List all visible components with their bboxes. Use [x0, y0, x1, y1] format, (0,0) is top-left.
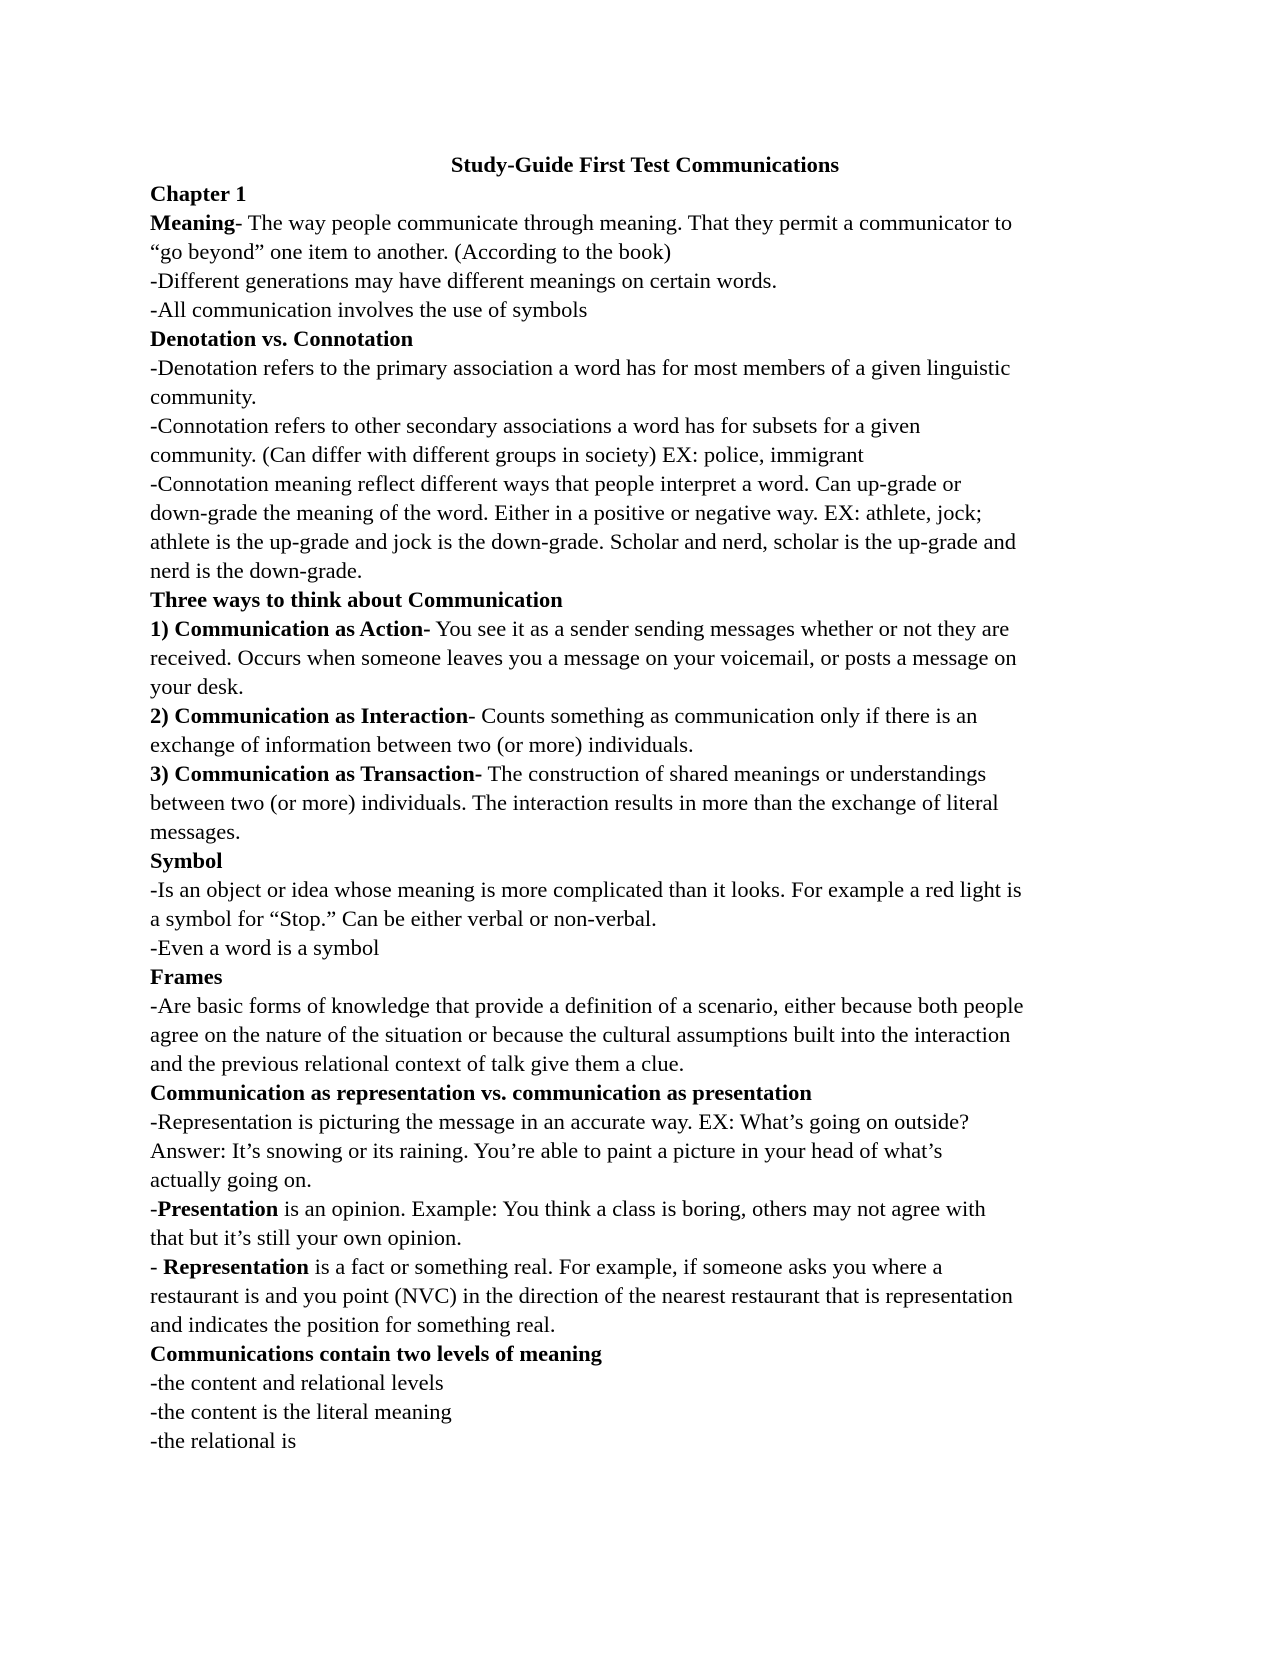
denotation-line: -Denotation refers to the primary association a word has for most members of a given linguistic [150, 355, 1011, 380]
meaning-term: Meaning [150, 210, 236, 235]
denotation-line: athlete is the up-grade and jock is the down-grade. Scholar and nerd, scholar is the up-grade and [150, 529, 1016, 554]
frames-heading: Frames [150, 964, 223, 989]
action-paragraph [150, 614, 1140, 643]
meaning-bullet: -Different generations may have different meanings on certain words. [150, 268, 778, 293]
action-line: your desk. [150, 674, 244, 699]
presentation-prefix: - [150, 1196, 158, 1221]
transaction-line: between two (or more) individuals. The interaction results in more than the exchange of literal [150, 790, 999, 815]
interaction-paragraph [150, 701, 1140, 730]
frames-line: agree on the nature of the situation or because the cultural assumptions built into the interaction [150, 1022, 1011, 1047]
meaning-bullet: -All communication involves the use of symbols [150, 297, 588, 322]
chapter-heading: Chapter 1 [150, 181, 247, 206]
representation-line: -Representation is picturing the message in an accurate way. EX: What’s going on outside? [150, 1109, 970, 1134]
symbol-heading: Symbol [150, 848, 223, 873]
denotation-line: -Connotation meaning reflect different ways that people interpret a word. Can up-grade or [150, 471, 962, 496]
interaction-line: exchange of information between two (or more) individuals. [150, 732, 694, 757]
transaction-term: 3) Communication as Transaction- [150, 761, 483, 786]
representation-line: actually going on. [150, 1167, 312, 1192]
frames-line: and the previous relational context of talk give them a clue. [150, 1051, 685, 1076]
denotation-line: community. (Can differ with different groups in society) EX: police, immigrant [150, 442, 864, 467]
representation-definition: is a fact or something real. For example, if someone asks you where a [308, 1254, 943, 1279]
denotation-line: down-grade the meaning of the word. Either in a positive or negative way. EX: athlete, jock; [150, 500, 983, 525]
symbol-line: -Is an object or idea whose meaning is more complicated than it looks. For example a red light is [150, 877, 1022, 902]
meaning-definition: - The way people communicate through meaning. That they permit a communicator to [235, 210, 1013, 235]
presentation-line: that but it’s still your own opinion. [150, 1225, 462, 1250]
representation-def-line: and indicates the position for something real. [150, 1312, 556, 1337]
symbol-line: a symbol for “Stop.” Can be either verbal or non-verbal. [150, 906, 657, 931]
levels-line: -the relational is [150, 1428, 297, 1453]
representation-heading: Communication as representation vs. communication as presentation [150, 1080, 812, 1105]
transaction-line: messages. [150, 819, 241, 844]
frames-line: -Are basic forms of knowledge that provide a definition of a scenario, either because both people [150, 993, 1024, 1018]
representation-term: Representation [163, 1254, 309, 1279]
representation-prefix: - [150, 1254, 164, 1279]
action-term: 1) Communication as Action- [150, 616, 431, 641]
interaction-definition: - Counts something as communication only if there is an [468, 703, 978, 728]
three-ways-heading: Three ways to think about Communication [150, 587, 563, 612]
presentation-paragraph [150, 1194, 1140, 1223]
presentation-term: Presentation [157, 1196, 279, 1221]
representation-def-line: restaurant is and you point (NVC) in the direction of the nearest restaurant that is representation [150, 1283, 1013, 1308]
denotation-line: -Connotation refers to other secondary associations a word has for subsets for a given [150, 413, 921, 438]
transaction-definition: The construction of shared meanings or understandings [482, 761, 987, 786]
presentation-definition: is an opinion. Example: You think a class is boring, others may not agree with [278, 1196, 986, 1221]
denotation-heading: Denotation vs. Connotation [150, 326, 414, 351]
representation-def-paragraph [150, 1252, 1140, 1281]
action-line: received. Occurs when someone leaves you a message on your voicemail, or posts a message on [150, 645, 1017, 670]
transaction-paragraph [150, 759, 1140, 788]
document-page [150, 150, 1140, 1455]
document-title: Study-Guide First Test Communications [450, 152, 840, 177]
symbol-line: -Even a word is a symbol [150, 935, 380, 960]
meaning-paragraph [150, 208, 1140, 237]
levels-line: -the content is the literal meaning [150, 1399, 452, 1424]
levels-heading: Communications contain two levels of meaning [150, 1341, 602, 1366]
denotation-line: community. [150, 384, 257, 409]
representation-line: Answer: It’s snowing or its raining. You’re able to paint a picture in your head of what’s [150, 1138, 943, 1163]
levels-line: -the content and relational levels [150, 1370, 444, 1395]
interaction-term: 2) Communication as Interaction [150, 703, 469, 728]
action-definition: You see it as a sender sending messages whether or not they are [430, 616, 1010, 641]
meaning-line-2: “go beyond” one item to another. (According to the book) [150, 239, 672, 264]
denotation-line: nerd is the down-grade. [150, 558, 363, 583]
